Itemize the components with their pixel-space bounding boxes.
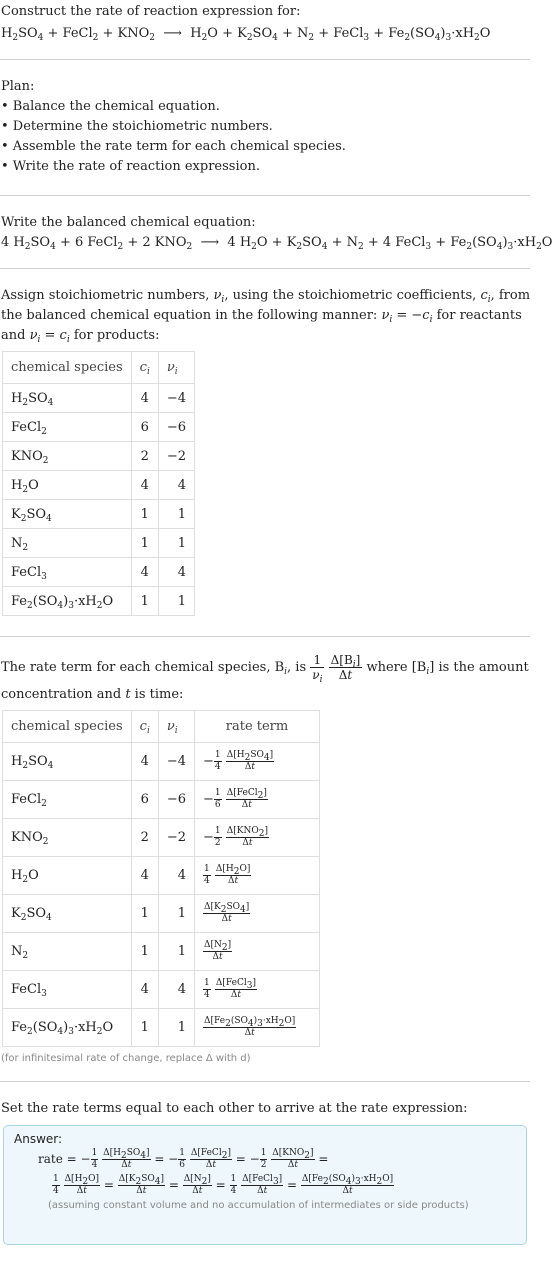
plan-step: • Write the rate of reaction expression. — [1, 159, 260, 174]
table-row: $H_2SO_4$ 4 −4 — [3, 384, 195, 413]
plan-step: • Balance the chemical equation. — [1, 99, 220, 114]
stoich-intro: the balanced chemical equation in the following manner: $\nu_i = -c_i$ for reactants — [1, 308, 522, 325]
table-row: $KNO_2$ 2 −2 − $\frac{1}{2}$ $\frac{\Delta[KNO_2]}{\Delta t}$ — [3, 819, 320, 857]
rate-expression-line-2: $\frac{1}{4}$ $\frac{\Delta[H_2O]}{\Delta t}$ = $\frac{\Delta[K_2SO_4]}{\Delta t}$ = $\frac{\Delta[N_2]}{\Delta t}$ = $\frac{1}{4}$ $\frac{\Delta[FeCl_3]}{\Delta t}$ = $\frac{\Delta[Fe_2(SO_4)_3\cdot xH_2O]}{\Delta t}$ — [53, 1174, 394, 1196]
stoich-table — [2, 351, 195, 616]
column-header: $\nu_i$ — [158, 352, 194, 384]
table-row: $K_2SO_4$ 1 1 $\frac{\Delta[K_2SO_4]}{\Delta t}$ — [3, 895, 320, 933]
table-row: FeCl$_2$ 6 −6 − $\frac{1}{6}$ $\frac{\Delta[FeCl_2]}{\Delta t}$ — [3, 781, 320, 819]
table-row: FeCl$_2$ 6 −6 — [3, 413, 195, 442]
balanced-title: Write the balanced chemical equation: — [1, 215, 256, 230]
rate-terms-table — [2, 710, 320, 1047]
rate-terms-intro: concentration and t is time: — [1, 687, 184, 702]
table-row: $N_2$ 1 1 — [3, 529, 195, 558]
table-row: $Fe_2(SO_4)_3\cdot xH_2O$ 1 1 — [3, 587, 195, 616]
rate-terms-section — [0, 637, 530, 1064]
answer-box — [3, 1125, 527, 1245]
table-row: $K_2SO_4$ 1 1 — [3, 500, 195, 529]
plan-title: Plan: — [1, 79, 35, 94]
table-row: FeCl$_3$ 4 4 $\frac{1}{4}$ $\frac{\Delta[FeCl_3]}{\Delta t}$ — [3, 971, 320, 1009]
plan-section — [0, 60, 530, 177]
stoich-section — [0, 269, 530, 616]
table-row: $N_2$ 1 1 $\frac{\Delta[N_2]}{\Delta t}$ — [3, 933, 320, 971]
table-row: $H_2SO_4$ 4 −4 − $\frac{1}{4}$ $\frac{\Delta[H_2SO_4]}{\Delta t}$ — [3, 743, 320, 781]
column-header: $\nu_i$ — [158, 711, 194, 743]
column-header: chemical species — [3, 711, 132, 743]
column-header: rate term — [195, 711, 320, 743]
table-row: FeCl$_3$ 4 4 — [3, 558, 195, 587]
header-section — [0, 0, 530, 44]
plan-step: • Determine the stoichiometric numbers. — [1, 119, 273, 134]
balanced-equation: 4 $H_2SO_4 + 6$ FeCl$_2$ + 2 $KNO_2$ ⟶ 4 $H_2O + K_2SO_4 + N_2 + 4$ FeCl$_3$ + $Fe_2(SO_4)_3\cdot xH_2O$ — [1, 235, 552, 252]
column-header: $c_i$ — [131, 352, 158, 384]
rate-expression-line-1: rate = − $\frac{1}{4}$ $\frac{\Delta[H_2SO_4]}{\Delta t}$ = − $\frac{1}{6}$ $\frac{\Delta[FeCl_2]}{\Delta t}$ = − $\frac{1}{2}$ $\frac{\Delta[KNO_2]}{\Delta t}$ = — [38, 1148, 329, 1170]
answer-title: Answer: — [14, 1132, 63, 1146]
stoich-intro: and $\nu_i = c_i$ for products: — [1, 328, 160, 345]
answer-intro: Set the rate terms equal to each other to arrive at the rate expression: — [1, 1101, 468, 1116]
table-row: $H_2O$ 4 4 $\frac{1}{4}$ $\frac{\Delta[H_2O]}{\Delta t}$ — [3, 857, 320, 895]
stoich-intro: Assign stoichiometric numbers, $\nu_i$, using the stoichiometric coefficients, $c_i$, from — [1, 288, 531, 305]
column-header: chemical species — [3, 352, 132, 384]
table-row: $KNO_2$ 2 −2 — [3, 442, 195, 471]
infinitesimal-note: (for infinitesimal rate of change, replace Δ with d) — [1, 1053, 251, 1064]
plan-step: • Assemble the rate term for each chemical species. — [1, 139, 346, 154]
table-row: $Fe_2(SO_4)_3\cdot xH_2O$ 1 1 $\frac{\Delta[Fe_2(SO_4)_3\cdot xH_2O]}{\Delta t}$ — [3, 1009, 320, 1047]
column-header: $c_i$ — [131, 711, 158, 743]
rate-terms-intro: The rate term for each chemical species, $B_i$, is $\frac{1}{\nu_i}$ $\frac{\Delta[B_i]}{\Delta t}$ where $[B_i]$ is the amount — [1, 653, 529, 685]
unbalanced-equation: $H_2SO_4$ + FeCl$_2$ + $KNO_2$ ⟶ $H_2O + K_2SO_4 + N_2$ + FeCl$_3$ + $Fe_2(SO_4)_3\cdot xH_2O$ — [1, 26, 491, 43]
table-row: $H_2O$ 4 4 — [3, 471, 195, 500]
balanced-section — [0, 196, 552, 253]
answer-note: (assuming constant volume and no accumulation of intermediates or side products) — [48, 1200, 469, 1211]
header-title: Construct the rate of reaction expression for: — [1, 4, 301, 19]
answer-section — [0, 1082, 530, 1245]
